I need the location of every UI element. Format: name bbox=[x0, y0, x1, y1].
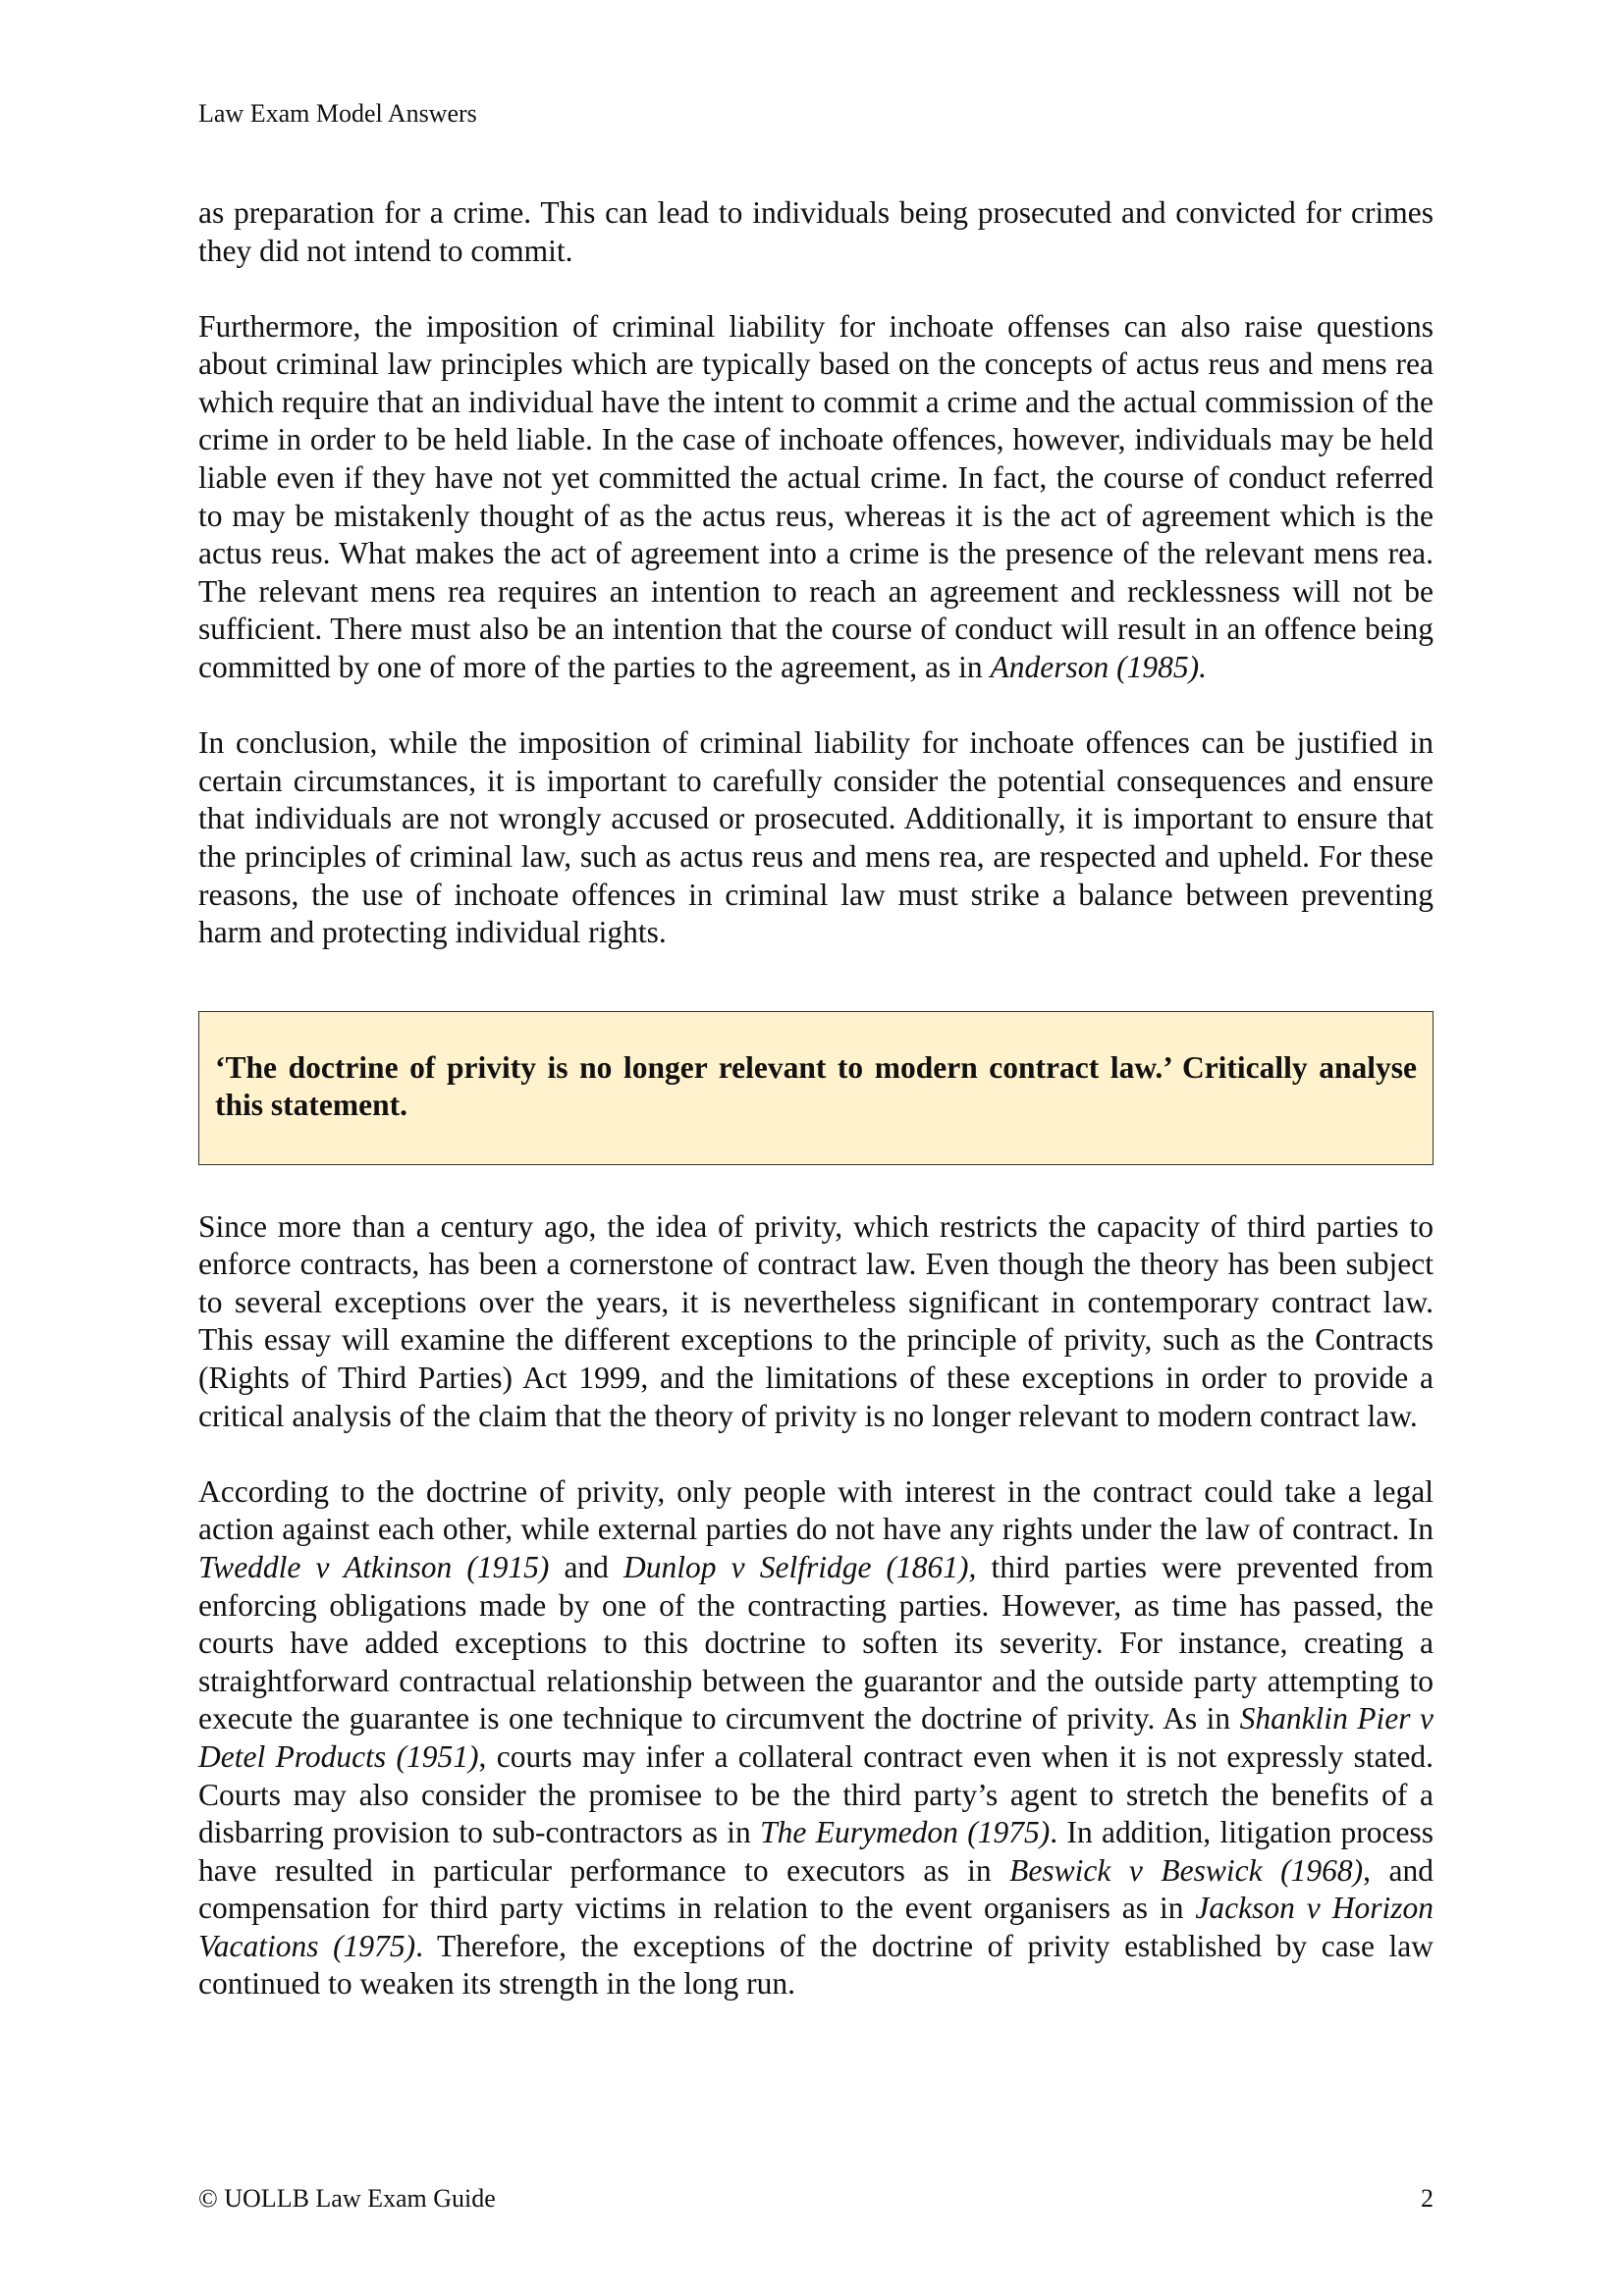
paragraph-5-text: , courts may infer a collateral contract even when it is not expressly stated. Courts may also consider the promisee to be the third party’s agent to stretch the benefits of a disbarring provision to sub-contractors as in bbox=[198, 1738, 1434, 1850]
case-citation: The Eurymedon (1975) bbox=[760, 1815, 1051, 1850]
page-header: Law Exam Model Answers bbox=[198, 99, 477, 128]
page-number: 2 bbox=[1421, 2184, 1434, 2213]
document-body bbox=[198, 194, 1434, 2042]
paragraph-1: as preparation for a crime. This can lead to individuals being prosecuted and convicted for crimes they did not intend to commit. bbox=[198, 195, 1434, 268]
question-box bbox=[198, 1011, 1434, 1165]
paragraph-5-text: According to the doctrine of privity, only people with interest in the contract could take a legal action against each other, while external parties do not have any rights under the law of contract. In bbox=[198, 1473, 1434, 1547]
case-citation: Dunlop v Selfridge (1861), bbox=[623, 1549, 977, 1584]
paragraph-5 bbox=[198, 1473, 1434, 2003]
paragraph-5-text: and bbox=[549, 1549, 624, 1584]
case-citation: Beswick v Beswick (1968) bbox=[1009, 1852, 1364, 1888]
paragraph-2-text: Furthermore, the imposition of criminal liability for inchoate offenses can also raise questions about criminal law principles which are typically based on the concepts of actus reus and mens rea which require that an individual have the intent to commit a crime and the actual commission of the crime in order to be held liable. In the case of inchoate offences, however, individuals may be held liable even if they have not yet committed the actual crime. In fact, the course of conduct referred to may be mistakenly thought of as the actus reus, whereas it is the act of agreement which is the actus reus. What makes the act of agreement into a crime is the presence of the relevant mens rea. The relevant mens rea requires an intention to reach an agreement and recklessness will not be sufficient. There must also be an intention that the course of conduct will result in an offence being committed by one of more of the parties to the agreement, as in bbox=[198, 308, 1434, 685]
case-citation: Jackson v Horizon Vacations (1975) bbox=[198, 1891, 1434, 1963]
paragraph-4: Since more than a century ago, the idea of privity, which restricts the capacity of third parties to enforce contracts, has been a cornerstone of contract law. Even though the theory has been subject to several exceptions over the years, it is nevertheless significant in contemporary contract law. This essay will examine the different exceptions to the principle of privity, such as the Contracts (Rights of Third Parties) Act 1999, and the limitations of these exceptions in order to provide a critical analysis of the claim that the theory of privity is no longer relevant to modern contract law. bbox=[198, 1208, 1434, 1433]
paragraph-2 bbox=[198, 308, 1434, 687]
paragraph-5-text: . Therefore, the exceptions of the doctrine of privity established by case law continued to weaken its strength in the long run. bbox=[198, 1928, 1434, 2002]
paragraph-5-text: third parties were prevented from enforcing obligations made by one of the contracting parties. However, as time has passed, the courts have added exceptions to this doctrine to soften its severity. For instance, creating a straightforward contractual relationship between the guarantor and the outside party attempting to execute the guarantee is one technique to circumvent the doctrine of privity. As in bbox=[198, 1549, 1434, 1736]
case-citation: Shanklin Pier v Detel Products (1951) bbox=[198, 1701, 1434, 1774]
footer-copyright: © UOLLB Law Exam Guide bbox=[198, 2184, 496, 2213]
paragraph-5-text: . In addition, litigation process have resulted in particular performance to executors as in bbox=[198, 1815, 1434, 1888]
case-citation: Anderson (1985). bbox=[990, 650, 1207, 685]
paragraph-3: In conclusion, while the imposition of criminal liability for inchoate offences can be justified in certain circumstances, it is important to carefully consider the potential consequences and ensure that individuals are not wrongly accused or prosecuted. Additionally, it is important to ensure that the principles of criminal law, such as actus reus and mens rea, are respected and upheld. For these reasons, the use of inchoate offences in criminal law must strike a balance between preventing harm and protecting individual rights. bbox=[198, 725, 1434, 950]
question-text: ‘The doctrine of privity is no longer relevant to modern contract law.’ Critically analyse this statement. bbox=[215, 1049, 1417, 1123]
paragraph-5-text: , and compensation for third party victims in relation to the event organisers as in bbox=[198, 1852, 1434, 1926]
case-citation: Tweddle v Atkinson (1915) bbox=[198, 1549, 550, 1584]
